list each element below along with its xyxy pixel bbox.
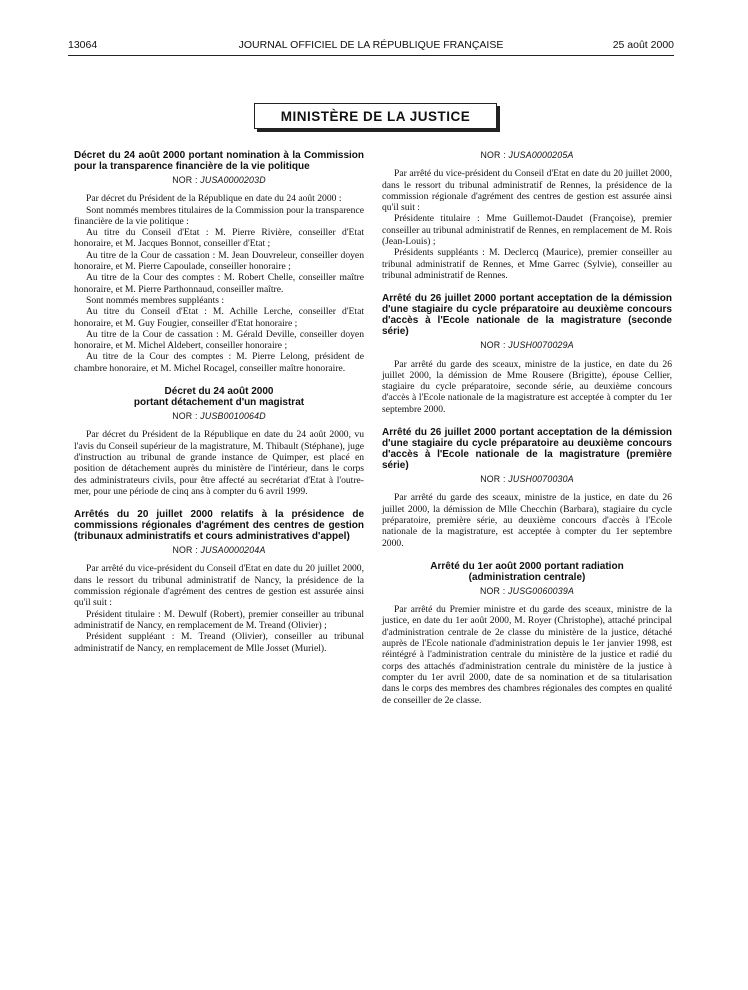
paragraph: Présidente titulaire : Mme Guillemot-Daudet (Françoise), premier conseiller au tribunal administratif de Rennes, en remplacement de M. Rois (Jean-Louis) ; [382,213,672,248]
paragraph: Par arrêté du Premier ministre et du garde des sceaux, ministre de la justice, en date du 1er août 2000, M. Royer (Christophe), attaché principal d'administration centrale de 2e classe du ministère de la justice, détaché auprès de l'Ecole nationale d'administration depuis le 1er janvier 1998, est réintégré à l'administration centrale du ministère de la justice et radié du corps des attachés d'administration centrale du ministère de la justice à compter du 1er avril 2000, date de sa nomination et de sa titularisation dans le corps des membres des chambres régionales des comptes en qualité de conseiller de 2e classe. [382,604,672,706]
nor-code: JUSB0010064D [200,411,266,422]
page-number: 13064 [68,39,98,51]
nor-reference [74,545,364,556]
nor-label: NOR : [172,545,198,556]
arrete-demission-premiere-serie [382,427,672,549]
paragraph: Par décret du Président de la République en date du 24 août 2000 : [86,193,342,205]
decree-subtitle: portant détachement d'un magistrat [133,397,305,409]
nor-reference [382,586,672,597]
arrete-title: Arrêté du 1er août 2000 portant radiation [430,560,624,572]
nor-reference [382,150,672,161]
paragraph: Au titre de la Cour des comptes : M. Pierre Lelong, président de chambre honoraire, et M. Michel Rocagel, conseiller maître honoraire. [74,351,364,374]
journal-title: JOURNAL OFFICIEL DE LA RÉPUBLIQUE FRANÇAISE [238,39,504,51]
decree-transparence [74,150,364,374]
nor-label: NOR : [480,340,506,351]
arrete-title: Arrêtés du 20 juillet 2000 relatifs à la présidence de commissions régionales d'agrément des centres de gestion (tribunaux administratifs et cours administratives d'appel) [74,509,364,543]
nor-code: JUSG0060039A [508,585,575,596]
paragraph: Par arrêté du vice-président du Conseil d'Etat en date du 20 juillet 2000, dans le ressort du tribunal administratif de Nancy, la présidence de la commission régionale d'agrément des centres de gestion est assurée ainsi qu'il suit : [74,563,364,609]
nor-label: NOR : [480,474,506,485]
nor-label: NOR : [172,411,198,422]
paragraph: Au titre du Conseil d'Etat : M. Pierre Rivière, conseiller d'Etat honoraire, et M. Jacques Bonnot, conseiller d'Etat ; [74,227,364,250]
issue-date: 25 août 2000 [612,39,674,51]
paragraph: Au titre de la Cour de cassation : M. Jean Douvreleur, conseiller doyen honoraire, et M. Pierre Capoulade, conseiller honoraire ; [74,249,364,273]
decree-title: Décret du 24 août 2000 [164,386,274,398]
paragraph: Au titre de la Cour des comptes : M. Robert Chelle, conseiller maître honoraire, et M. Pierre Parthonnaud, conseiller maître. [74,272,364,295]
paragraph: Président titulaire : M. Dewulf (Robert), premier conseiller au tribunal administratif de Nancy, en remplacement de M. Treand (Olivier) ; [74,608,364,631]
paragraph: Par décret du Président de la République en date du 24 août 2000, vu l'avis du Conseil supérieur de la magistrature, M. Thibault (Stéphane), juge d'instruction au tribunal de grande instance de Quimper, est placé en position de détachement auprès du ministère de l'intérieur, dans le corps des administrateurs civils, pour être affecté au secrétariat d'Etat à l'outre-mer, pour une période de cinq ans à compter du 6 avril 1999. [74,429,364,497]
paragraph: Par arrêté du garde des sceaux, ministre de la justice, en date du 26 juillet 2000, la démission de Mlle Checchin (Barbara), stagiaire du cycle préparatoire, première série, au deuxième concours d'accès à l'Ecole nationale de la magistrature, est acceptée à compter du 1er septembre 2000. [382,492,672,549]
page-header [68,39,674,56]
nor-label: NOR : [479,585,506,596]
paragraph: Par arrêté du garde des sceaux, ministre de la justice, en date du 26 juillet 2000, la démission de Mme Rousere (Brigitte), épouse Cellier, stagiaire du cycle préparatoire, seconde série, au deuxième concours d'accès à l'Ecole nationale de la magistrature est acceptée à compter du 1er septembre 2000. [382,358,672,415]
arrete-title: Arrêté du 26 juillet 2000 portant acceptation de la démission d'une stagiaire du cycle préparatoire au deuxième concours d'accès à l'Ecole nationale de la magistrature (seconde série) [382,293,672,338]
nor-code: JUSA0000203D [200,175,266,185]
decree-title: Décret du 24 août 2000 portant nomination à la Commission pour la transparence financière de la vie politique [74,150,364,172]
decree-detachement [74,386,364,497]
nor-label: NOR : [172,175,198,185]
nor-reference [382,340,672,351]
paragraph: Au titre du Conseil d'Etat : M. Achille Lerche, conseiller d'Etat honoraire, et M. Guy Fougier, conseiller d'Etat honoraire ; [74,306,364,329]
ministry-heading: MINISTÈRE DE LA JUSTICE [254,103,497,129]
arrete-rennes [382,150,672,281]
paragraph: Par arrêté du vice-président du Conseil d'Etat en date du 20 juillet 2000, dans le ressort du tribunal administratif de Rennes, la présidence de la commission régionale d'agrément des centres de gestion est assurée ainsi qu'il suit : [382,168,672,214]
arretes-nancy [74,509,364,654]
paragraph: Au titre de la Cour de cassation : M. Gérald Deville, conseiller doyen honoraire, et M. Michel Aldebert, conseiller honoraire ; [74,328,364,352]
left-column [74,150,364,666]
right-column [382,150,672,718]
nor-code: JUSA0000205A [508,150,574,160]
nor-code: JUSH0070029A [508,340,574,351]
arrete-subtitle: (administration centrale) [468,571,586,583]
arrete-title: Arrêté du 26 juillet 2000 portant acceptation de la démission d'une stagiaire du cycle préparatoire au deuxième concours d'accès à l'Ecole nationale de la magistrature (première série) [382,427,672,472]
nor-reference [382,474,672,485]
nor-label: NOR : [480,150,506,160]
paragraph: Présidents suppléants : M. Declercq (Maurice), premier conseiller au tribunal administratif de Rennes, et Mme Garrec (Sylvie), conseiller au tribunal administratif de Rennes. [382,247,672,281]
paragraph: Sont nommés membres titulaires de la Commission pour la transparence financière de la vie politique : [74,204,364,227]
arrete-demission-seconde-serie [382,293,672,415]
paragraph: Sont nommés membres suppléants : [86,294,225,306]
nor-code: JUSH0070030A [508,474,574,485]
paragraph: Président suppléant : M. Treand (Olivier), conseiller au tribunal administratif de Nancy, en remplacement de Mlle Josset (Muriel). [74,631,364,654]
nor-reference [74,175,364,186]
nor-reference [74,411,364,422]
nor-code: JUSA0000204A [200,545,266,556]
arrete-radiation [382,561,672,706]
